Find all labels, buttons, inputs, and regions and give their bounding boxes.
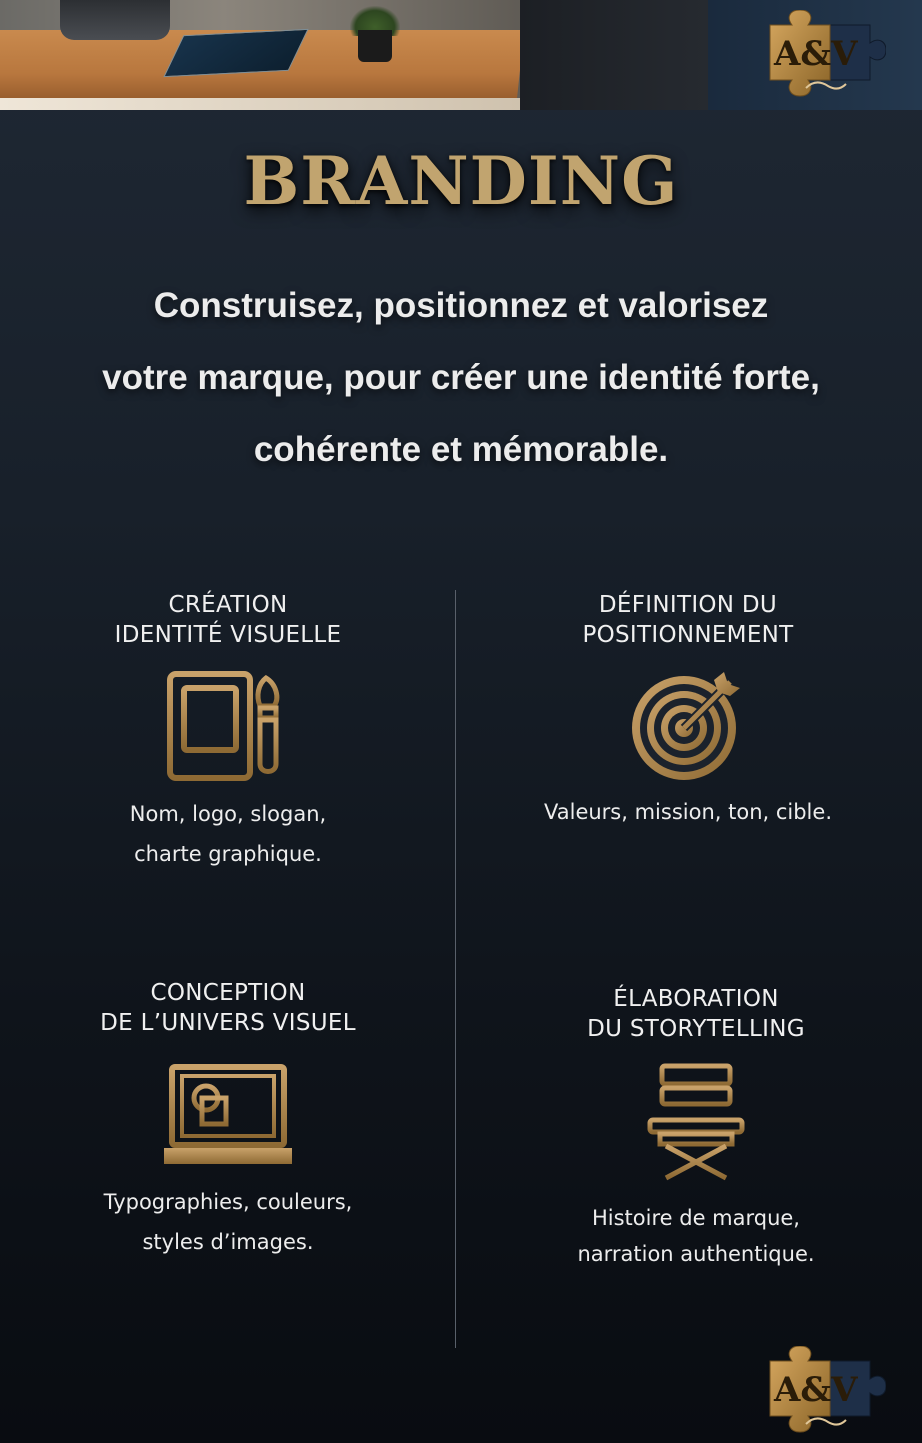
service-description: Histoire de marque, narration authentique.	[577, 1206, 815, 1266]
page-title: BRANDING	[243, 142, 679, 220]
tagline-line-3: cohérente et mémorable.	[253, 430, 669, 469]
brand-logo-bottom	[768, 1346, 886, 1436]
laptop-design-icon	[162, 1064, 294, 1168]
svg-text:A&V: A&V	[774, 1370, 858, 1410]
service-storytelling	[496, 984, 896, 1272]
svg-text:A&V: A&V	[774, 34, 858, 74]
target-icon	[626, 668, 750, 784]
tagline-line-2: votre marque, pour créer une identité forte,	[102, 358, 820, 397]
service-description: Nom, logo, slogan, charte graphique.	[129, 802, 327, 866]
brand-logo-top	[768, 10, 886, 100]
service-positioning	[488, 590, 888, 832]
monitor-stand	[60, 0, 170, 40]
service-heading: DÉFINITION DU POSITIONNEMENT	[582, 592, 794, 648]
director-chair-icon	[646, 1062, 746, 1182]
tagline	[40, 270, 882, 486]
notebook	[163, 29, 308, 77]
tablet-brush-icon	[166, 670, 290, 782]
service-description: Valeurs, mission, ton, cible.	[544, 800, 832, 824]
service-heading: CRÉATION IDENTITÉ VISUELLE	[114, 592, 342, 648]
service-heading: ÉLABORATION DU STORYTELLING	[587, 986, 805, 1042]
service-visual-identity	[28, 590, 428, 874]
service-heading: CONCEPTION DE L’UNIVERS VISUEL	[100, 980, 356, 1036]
column-divider	[455, 590, 456, 1348]
service-description: Typographies, couleurs, styles d’images.	[103, 1190, 353, 1254]
tagline-line-1: Construisez, positionnez et valorisez	[153, 286, 769, 325]
service-visual-universe	[28, 978, 428, 1262]
